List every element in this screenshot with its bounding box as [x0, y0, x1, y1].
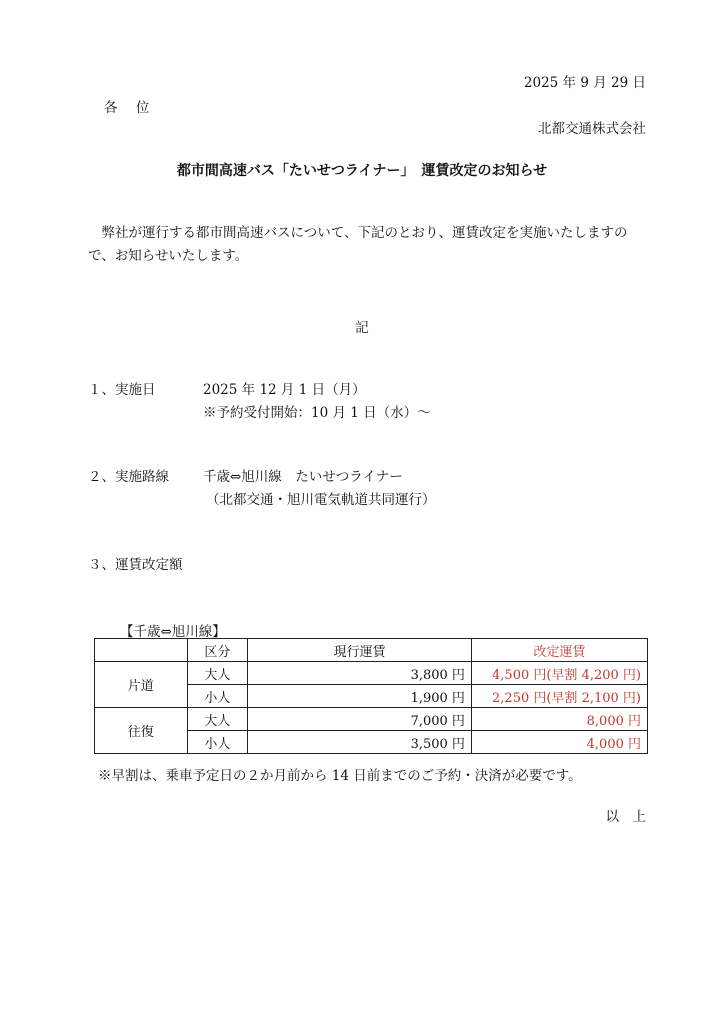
header-cell-category: 区分: [187, 639, 248, 662]
category-cell: 小人: [187, 731, 248, 754]
group-cell-one-way: 片道: [95, 662, 188, 708]
revised-fare-cell: 2,250 円(早割 2,100 円): [471, 685, 647, 708]
document-date: 2025 年 9 月 29 日: [523, 75, 646, 91]
section-2-operators: （北都交通・旭川電気軌道共同運行）: [206, 492, 436, 508]
header-cell-revised-fare: 改定運賃: [471, 639, 647, 662]
current-fare-cell: 7,000 円: [248, 708, 472, 731]
company-name: 北都交通株式会社: [538, 121, 646, 137]
section-2-route: 千歳⇔旭川線 たいせつライナー: [203, 469, 403, 485]
current-fare-cell: 1,900 円: [248, 685, 472, 708]
current-fare-cell: 3,800 円: [248, 662, 472, 685]
group-cell-round-trip: 往復: [95, 708, 188, 754]
section-1-reservation: ※予約受付開始：10 月 1 日（水）～: [203, 405, 431, 421]
early-discount-note: ※早割は、乗車予定日の２か月前から 14 日前までのご予約・決済が必要です。: [98, 768, 582, 784]
addressee: 各 位: [104, 100, 150, 116]
intro-paragraph: 弊社が運行する都市間高速バスについて、下記のとおり、運賃改定を実施いたしますので、お知らせいたします。: [88, 225, 628, 264]
table-row: [95, 662, 648, 685]
revised-fare-cell: 4,000 円: [471, 731, 647, 754]
header-cell-current-fare: 現行運賃: [248, 639, 472, 662]
table-header-row: [95, 639, 648, 662]
section-1-date: 2025 年 12 月 1 日（月）: [203, 382, 366, 398]
section-3-label: ３、運賃改定額: [88, 557, 183, 573]
fare-table: [94, 638, 648, 754]
ki-heading: 記: [355, 320, 369, 336]
header-cell-group: [95, 639, 188, 662]
notice-title: 都市間高速バス「たいせつライナー」 運賃改定のお知らせ: [176, 163, 548, 179]
table-row: [95, 708, 648, 731]
revised-fare-cell: 8,000 円: [471, 708, 647, 731]
revised-fare-cell: 4,500 円(早割 4,200 円): [471, 662, 647, 685]
current-fare-cell: 3,500 円: [248, 731, 472, 754]
fare-table-label: 【千歳⇔旭川線】: [120, 624, 226, 640]
category-cell: 小人: [187, 685, 248, 708]
section-1-label: １、実施日: [88, 382, 156, 398]
section-2-label: ２、実施路線: [88, 469, 169, 485]
closing-mark: 以 上: [605, 809, 646, 825]
category-cell: 大人: [187, 662, 248, 685]
category-cell: 大人: [187, 708, 248, 731]
